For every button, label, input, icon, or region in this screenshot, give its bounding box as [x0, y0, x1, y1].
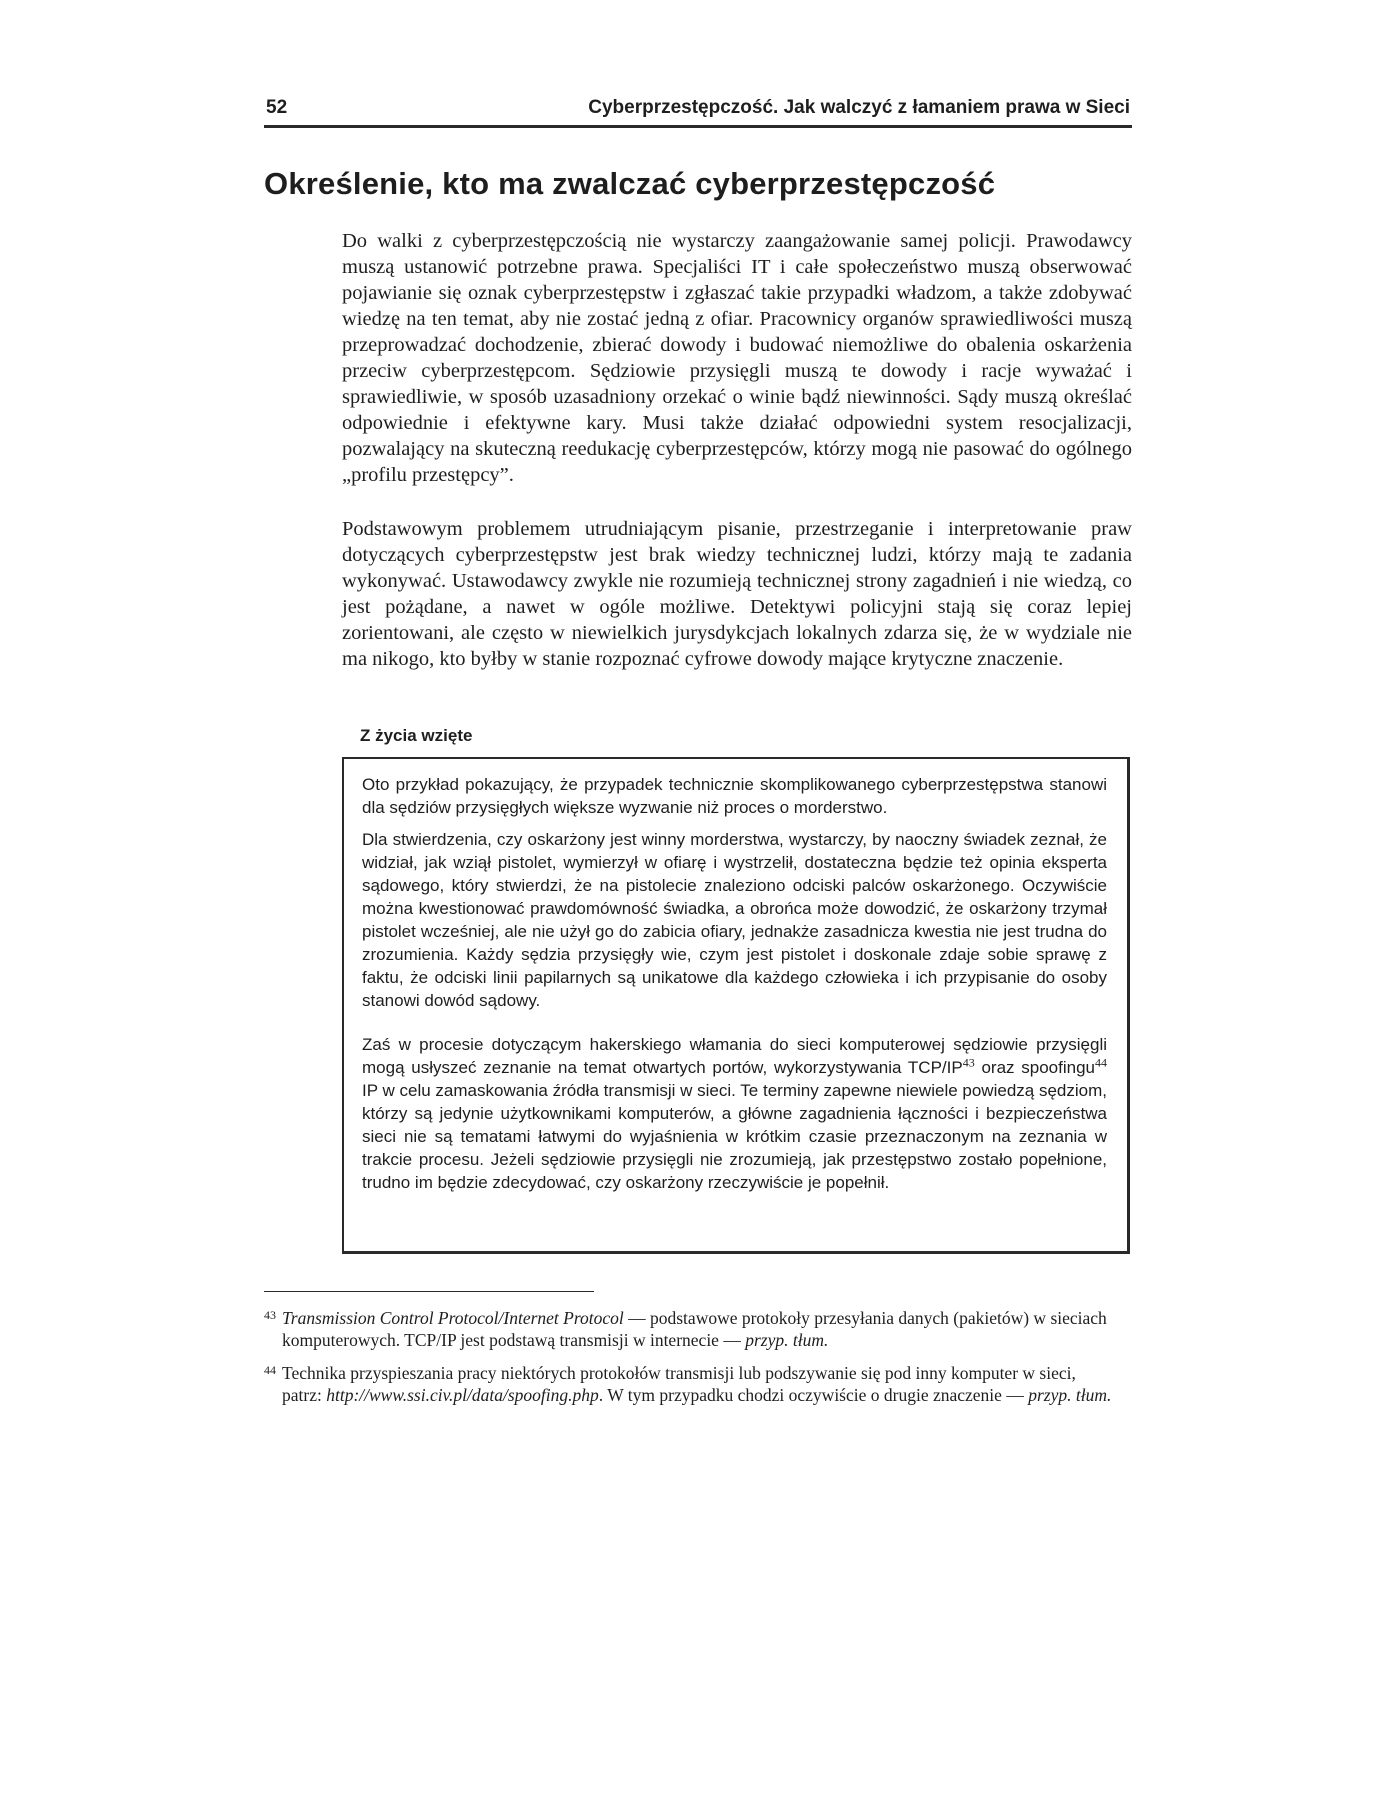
footnote-link[interactable]: http://www.ssi.civ.pl/data/spoofing.php: [326, 1385, 599, 1405]
sidebar-paragraph-1: Oto przykład pokazujący, że przypadek technicznie skomplikowanego cyberprzestępstwa stanowi dla sędziów przysięgłych większe wyzwanie niż proces o morderstwo.: [362, 775, 1107, 817]
footnote-divider: [264, 1291, 594, 1292]
footnote-number: 44: [264, 1363, 276, 1377]
footnote-ref-44[interactable]: 44: [1095, 1055, 1108, 1070]
section-title: Określenie, kto ma zwalczać cyberprzestępczość: [264, 166, 996, 201]
footnote-term: Transmission Control Protocol/Internet Protocol: [282, 1308, 624, 1328]
sidebar-p3-text-a: Zaś w procesie dotyczącym hakerskiego włamania do sieci komputerowej sędziowie przysięgli mogą usłyszeć zeznanie na temat otwartych portów, wykorzystywania TCP/IP: [362, 1035, 1107, 1077]
footnote-text: Technika przyspieszania pracy niektórych protokołów transmisji lub podszywanie się pod inny komputer w sieci, patrz:: [282, 1363, 1076, 1405]
translator-note: przyp. tłum.: [1028, 1385, 1112, 1405]
sidebar-p3-text-b: oraz spoofingu: [974, 1058, 1096, 1077]
footnote-number: 43: [264, 1308, 276, 1322]
sidebar-p3-text-c: IP w celu zamaskowania źródła transmisji w sieci. Te terminy zapewne niewiele powiedzą sędziom, którzy są jedynie użytkownikami komputerów, a główne zagadnienia łączności i bezpieczeństwa sieci nie są tematami łatwymi do wyjaśnienia w krótkim czasie przeznaczonym na zeznania w trakcie procesu. Jeżeli sędziowie przysięgli nie zrozumieją, jak przestępstwo zostało popełnione, trudno im będzie zdecydować, czy oskarżony rzeczywiście je popełnił.: [362, 1081, 1107, 1192]
page-number: 52: [266, 97, 288, 118]
running-header: [264, 95, 1132, 128]
footnote-44: [264, 1362, 1114, 1406]
body-paragraph-1: Do walki z cyberprzestępczością nie wystarczy zaangażowanie samej policji. Prawodawcy muszą ustanowić potrzebne prawa. Specjaliści IT i całe społeczeństwo muszą obserwować pojawianie się oznak cyberprzestępstw i zgłaszać takie przypadki władzom, a także zdobywać wiedzę na ten temat, aby nie zostać jedną z ofiar. Pracownicy organów sprawiedliwości muszą przeprowadzać dochodzenie, zbierać dowody i budować niemożliwe do obalenia oskarżenia przeciw cyberprzestępcom. Sędziowie przysięgli muszą te dowody i racje wyważać i sprawiedliwie, w sposób uzasadniony orzekać o winie bądź niewinności. Sądy muszą określać odpowiednie i efektywne kary. Musi także działać odpowiedni system resocjalizacji, pozwalający na skuteczną reedukację cyberprzestępców, którzy mogą nie pasować do ogólnego „profilu przestępcy”.: [342, 230, 1132, 486]
translator-note: przyp. tłum.: [745, 1330, 829, 1350]
footnote-43: [264, 1307, 1114, 1351]
sidebar-paragraph-2: Dla stwierdzenia, czy oskarżony jest winny morderstwa, wystarczy, by naoczny świadek zeznał, że widział, jak wziął pistolet, wymierzył w ofiarę i wystrzelił, dostateczna będzie też opinia eksperta sądowego, który stwierdzi, że na pistolecie znaleziono odciski palców oskarżonego. Oczywiście można kwestionować prawdomówność świadka, a obrońca może dowodzić, że oskarżony trzymał pistolet wcześniej, ale nie użył go do zabicia ofiary, jednakże zasadnicza kwestia nie jest trudna do zrozumienia. Każdy sędzia przysięgły wie, czym jest pistolet i doskonale zdaje sobie sprawę z faktu, że odciski linii papilarnych są unikatowe dla każdego człowieka i ich przypisanie do osoby stanowi dowód sądowy.: [362, 830, 1107, 1010]
footnote-text-cont: . W tym przypadku chodzi oczywiście o drugie znaczenie —: [598, 1385, 1029, 1405]
sidebar-paragraph-3: [362, 1033, 1107, 1194]
body-paragraph-2: Podstawowym problemem utrudniającym pisanie, przestrzeganie i interpretowanie praw dotyczących cyberprzestępstw jest brak wiedzy technicznej ludzi, którzy mają te zadania wykonywać. Ustawodawcy zwykle nie rozumieją technicznej strony zagadnień i nie wiedzą, co jest pożądane, a nawet w ogóle możliwe. Detektywi policyjni stają się coraz lepiej zorientowani, ale często w niewielkich jurysdykcjach lokalnych zdarza się, że w wydziale nie ma nikogo, kto byłby w stanie rozpoznać cyfrowe dowody mające krytyczne znaczenie.: [342, 518, 1132, 670]
sidebar-box-heading: Z życia wzięte: [360, 726, 473, 745]
sidebar-box: [342, 757, 1130, 1254]
running-title: Cyberprzestępczość. Jak walczyć z łamaniem prawa w Sieci: [588, 97, 1130, 118]
footnote-text: — podstawowe protokoły przesyłania danych (pakietów) w sieciach komputerowych. TCP/IP jest podstawą transmisji w internecie —: [282, 1308, 1107, 1350]
footnote-ref-43[interactable]: 43: [962, 1055, 975, 1070]
